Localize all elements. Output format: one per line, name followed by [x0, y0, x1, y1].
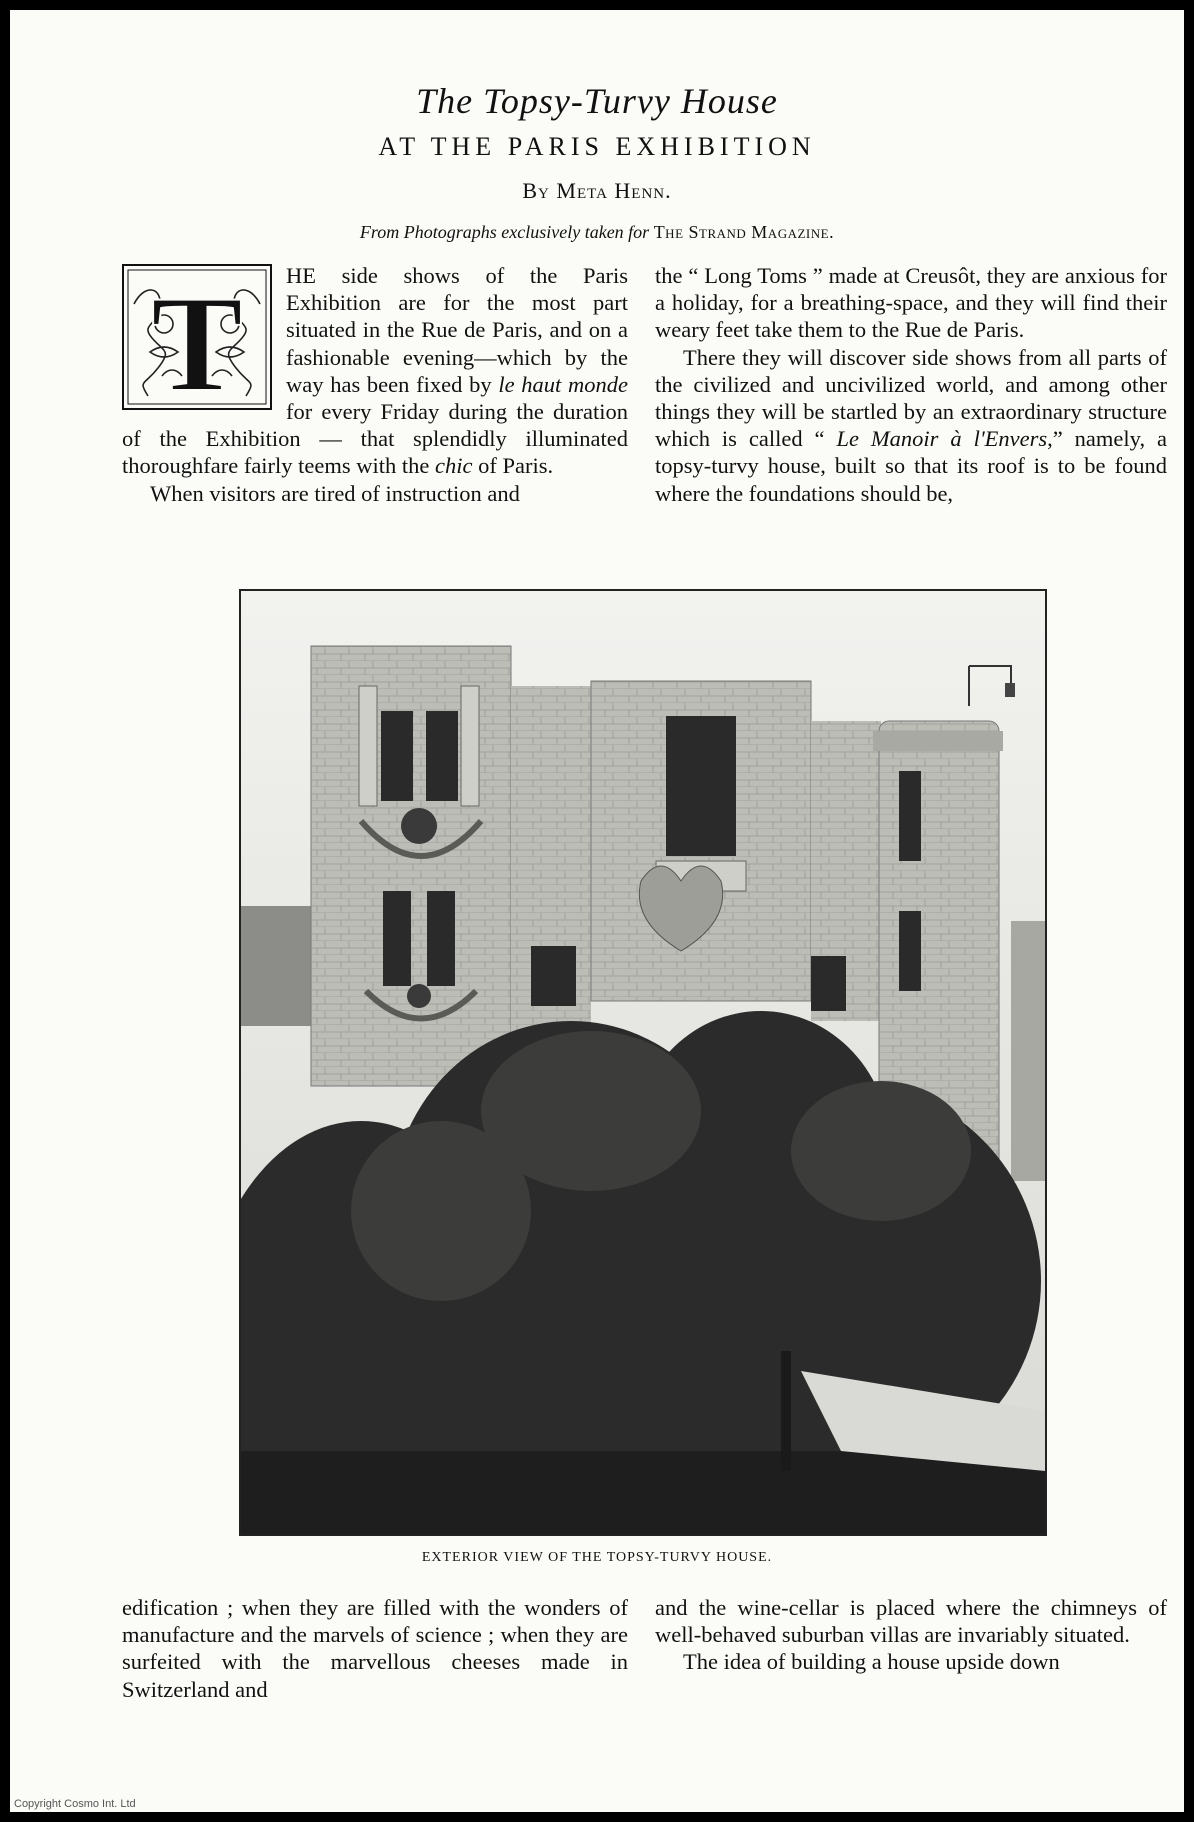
article-title: The Topsy-Turvy House: [416, 81, 778, 121]
house-photograph: [239, 589, 1047, 1536]
dropcap-letter: T: [150, 267, 244, 410]
paragraph: and the wine-cellar is placed where the chimneys of well-behaved suburban villas are invariably situated.: [655, 1595, 1167, 1648]
paragraph: T HE side shows of the Paris Exhibition are for the most part situated in the Rue de Paris, and on a fashionable evening—which by the way has been fixed by le haut monde for every Friday during the duration of the Exhibition — that splendidly illuminated thoroughfare fairly teems with the chic of Paris.: [122, 263, 628, 479]
paragraph: The idea of building a house upside down: [683, 1649, 1060, 1675]
text-column-4: [655, 1594, 1167, 1676]
text-column-1: [122, 262, 628, 507]
article-subtitle: AT THE PARIS EXHIBITION: [378, 132, 816, 161]
paragraph: edification ; when they are filled with the wonders of manufacture and the marvels of science ; when they are surfeited with the marvellous cheeses made in Switzerland and: [122, 1595, 628, 1702]
magazine-page: [10, 10, 1184, 1812]
credit-lead: From Photographs exclusively taken for: [359, 222, 650, 242]
copyright-footer: Copyright Cosmo Int. Ltd: [14, 1798, 136, 1810]
text-column-2: [655, 262, 1167, 507]
paragraph: There they will discover side shows from all parts of the civilized and uncivilized world, and among other things they will be startled by an extraordinary structure which is called “ Le Manoir à l'Envers,” namely, a topsy-turvy house, built so that its roof is to be found where the foundations should be,: [655, 344, 1168, 506]
photo-credit: [10, 222, 1184, 243]
text-column-3: [122, 1594, 628, 1703]
house-illustration: [241, 591, 1045, 1534]
paragraph: the “ Long Toms ” made at Creusôt, they are anxious for a holiday, for a breathing-space, and they will find their weary feet take them to the Rue de Paris.: [655, 263, 1167, 343]
credit-magazine: The Strand Magazine.: [653, 222, 835, 242]
paragraph: When visitors are tired of instruction and: [150, 480, 520, 506]
article-byline: By Meta Henn.: [522, 178, 672, 203]
ornamental-dropcap: [122, 264, 272, 410]
figure-caption: EXTERIOR VIEW OF THE TOPSY-TURVY HOUSE.: [421, 1550, 773, 1565]
